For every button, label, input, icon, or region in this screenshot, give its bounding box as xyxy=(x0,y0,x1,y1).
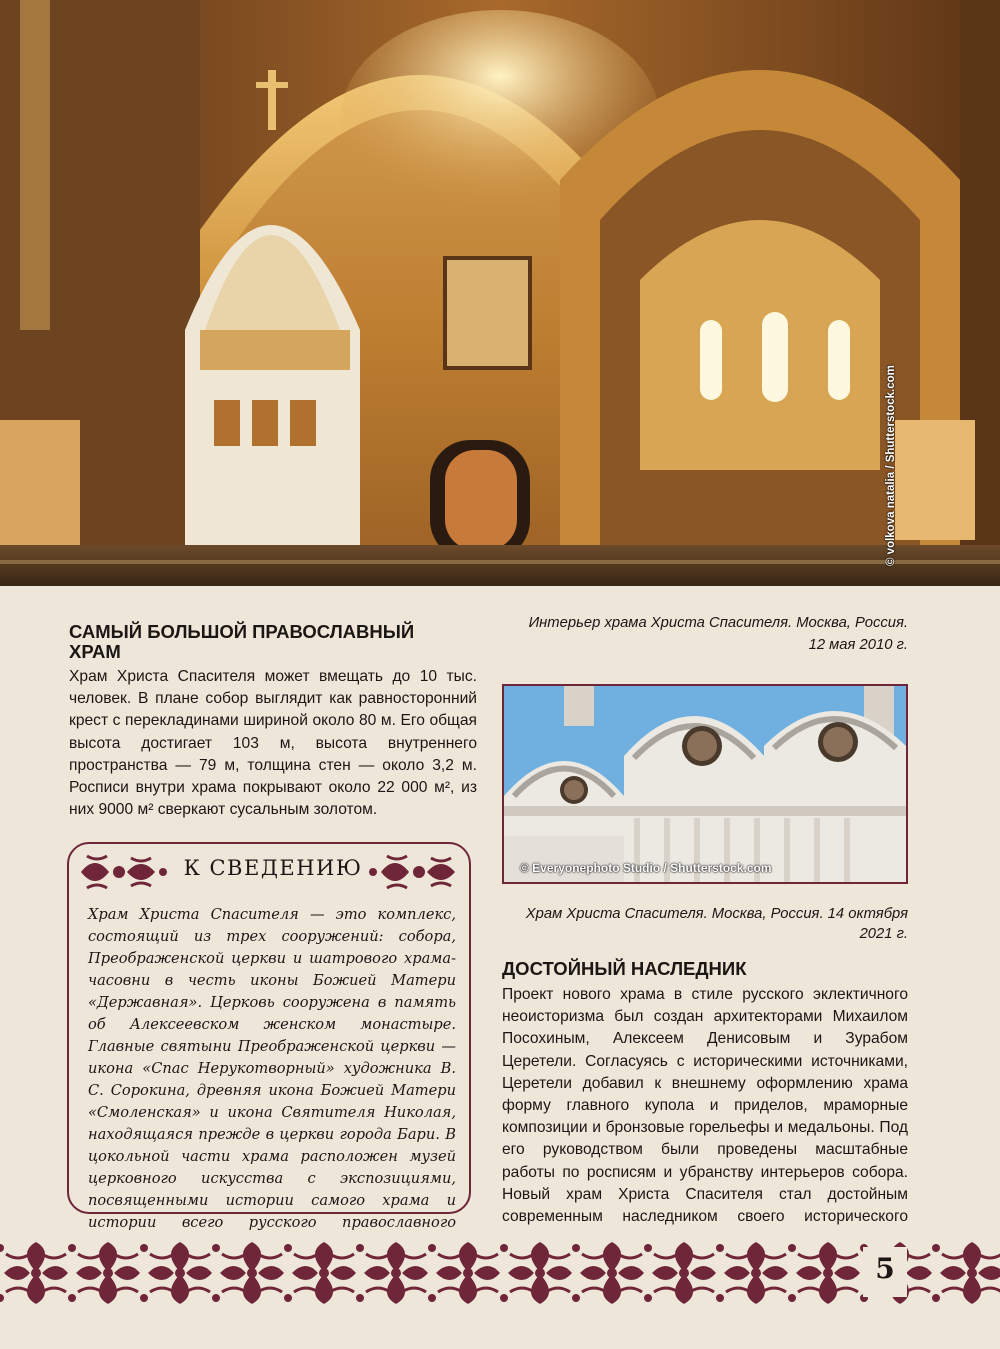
section-text-heir: Проект нового храма в стиле русского эклектичного неоисторизма был создан архитекторами Михаилом Посохиным, Алексеем Денисовым и Зурабом Церетели. Согласуясь с историческими источниками, Церетели добавил к внешнему оформлению храма форму главного купола и приделов, мраморные композиции и бронзовые горельефы и медальоны. Под его руководством были проведены масштабные работы по росписям и убранству интерьеров собора. Новый храм Христа Спасителя стал достойным современным наследником своего исторического xyxy=(502,986,908,1226)
section-heading-largest: САМЫЙ БОЛЬШОЙ ПРАВОСЛАВНЫЙ ХРАМ xyxy=(69,621,415,662)
section-text-largest: Храм Христа Спасителя может вмещать до 10 тыс. человек. В плане собор выглядит как равносторонний крест с перекладинами шириной около 80 м. Его общая высота достигает 103 м, высота внутреннего пространства — 79 м, толщина стен — около 3,2 м. Росписи внутри храма покрывают около 22 000 м², из них 9000 м² сверкают сусальным золотом. xyxy=(69,668,477,819)
info-box-title: К СВЕДЕНИЮ xyxy=(183,856,363,880)
hero-photo-credit xyxy=(885,546,905,566)
bottom-ornament-band xyxy=(0,1234,1000,1312)
cathedral-exterior-photo xyxy=(502,684,908,884)
cathedral-interior-photo xyxy=(0,0,1000,586)
info-box-text: Храм Христа Спасителя — это комплекс, состоящий из трех сооружений: собора, Преображенской церкви и шатрового храма-часовни в честь иконы Божией Матери «Державная». Церковь сооружена в память об Алексеевском женском монастыре. Главные святыни Преображенской церкви — икона «Спас Нерукотворный» художника В. С. Сорокина, древняя икона Божией Матери «Смоленская» и икона Святителя Николая, находящаяся прежде в церкви города Бари. В цокольной части храма расположен музей церковного искусства с экспозициями, посвященными истории самого храма и истории всего русского православного xyxy=(88,906,456,1231)
page-number: 5 xyxy=(875,1252,895,1285)
caption-interior-photo: Интерьер храма Христа Спасителя. Москва, Россия. 12 мая 2010 г. xyxy=(528,615,908,653)
caption-exterior-photo: Храм Христа Спасителя. Москва, Россия. 14 октября 2021 г. xyxy=(525,906,908,942)
section-heading-heir: ДОСТОЙНЫЙ НАСЛЕДНИК xyxy=(502,958,747,979)
exterior-photo-credit: © Everyonephoto Studio / Shutterstock.com xyxy=(520,861,772,875)
